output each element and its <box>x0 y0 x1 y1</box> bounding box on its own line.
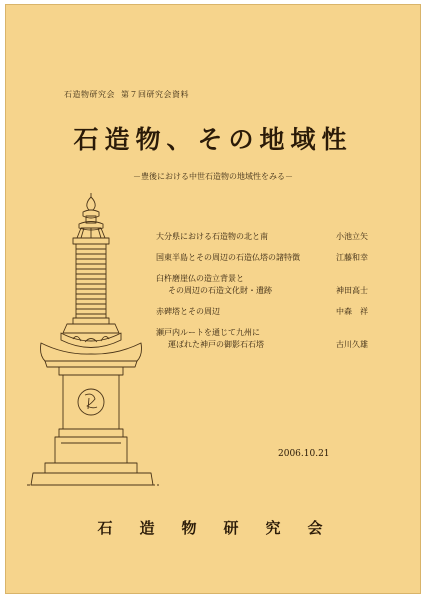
subtitle: －豊後における中世石造物の地域性をみる－ <box>133 172 293 181</box>
toc-author: 小池立矢 <box>336 232 368 241</box>
toc-title-continued: 運ばれた神戸の御影石石塔 <box>168 340 264 349</box>
toc-item <box>156 252 396 264</box>
page-title: 石造物、その地域性 <box>73 125 353 154</box>
org-name: 石造物研究会 <box>64 90 115 99</box>
issue-date: 2006.10.21 <box>278 449 330 459</box>
booklet-cover <box>5 4 421 594</box>
toc-item <box>156 231 396 243</box>
toc-title: 赤碑塔とその周辺 <box>156 307 220 316</box>
publisher-name: 石 造 物 研 究 会 <box>97 519 329 537</box>
toc-author: 中森 祥 <box>336 307 368 316</box>
toc-author: 古川久雄 <box>336 340 368 349</box>
toc-title: 大分県における石造物の北と南 <box>156 232 268 241</box>
toc-title-continued: その周辺の石造文化財・遺跡 <box>168 286 272 295</box>
stone-pagoda-illustration <box>21 193 161 493</box>
toc-title: 臼杵磨崖仏の造立背景と <box>156 274 244 283</box>
meeting-label: 第７回研究会資料 <box>121 90 189 99</box>
toc-item <box>156 273 396 297</box>
toc-item <box>156 306 396 318</box>
toc-title: 国東半島とその周辺の石造仏塔の諸特徴 <box>156 253 300 262</box>
toc-author: 江藤和幸 <box>336 253 368 262</box>
toc-title: 瀬戸内ルートを通じて九州に <box>156 328 260 337</box>
toc-author: 神田高士 <box>336 286 368 295</box>
table-of-contents <box>156 231 396 360</box>
header-line <box>64 89 189 100</box>
toc-item <box>156 327 396 351</box>
